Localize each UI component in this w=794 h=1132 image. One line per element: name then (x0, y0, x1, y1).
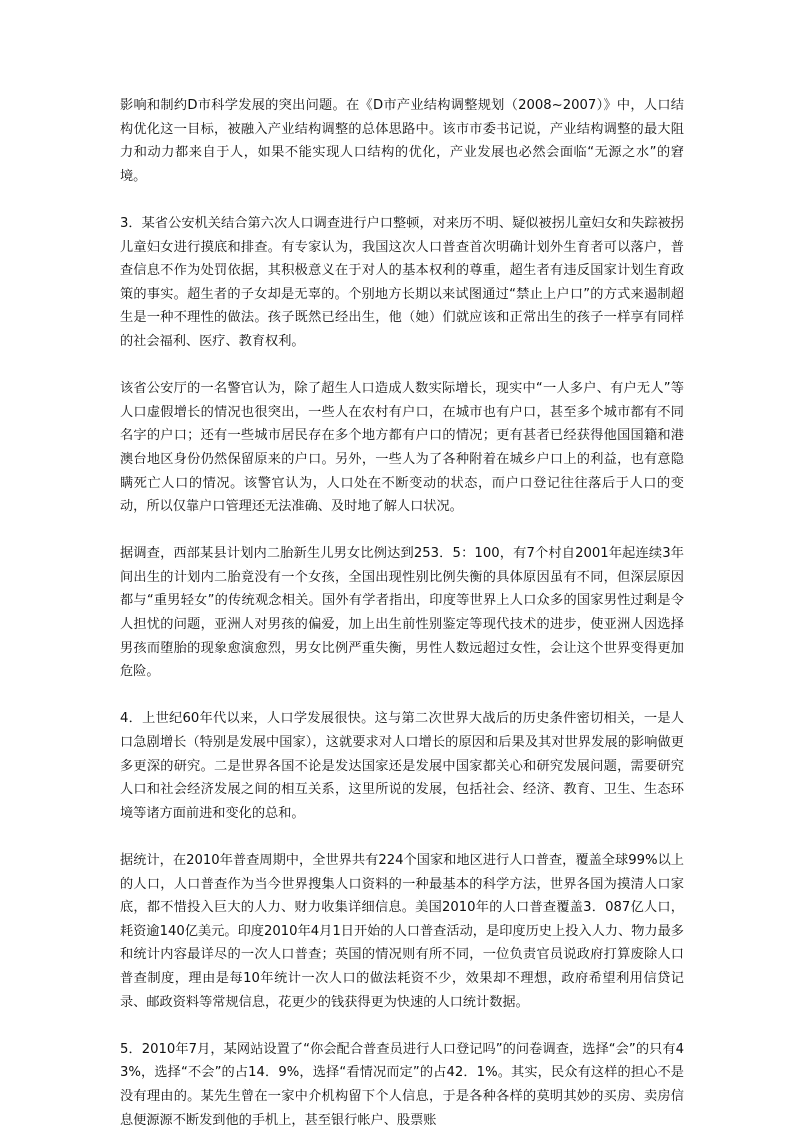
paragraph-5: 4．上世纪60年代以来，人口学发展很快。这与第二次世界大战后的历史条件密切相关，一是人口急剧增长（特别是发展中国家），这就要求对人口增长的原因和后果及其对世界发展的影响做更多更深的研究。二是世界各国不论是发达国家还是发展中国家都关心和研究发展问题，需要研究人口和社会经济发展之间的相互关系，这里所说的发展，包括社会、经济、教育、卫生、生态环境等诸方面前进和变化的总和。 (120, 711, 684, 821)
paragraph-2: 3．某省公安机关结合第六次人口调查进行户口整顿，对来历不明、疑似被拐儿童妇女和失踪被拐儿童妇女进行摸底和排查。有专家认为，我国这次人口普查首次明确计划外生育者可以落户，普查信息不作为处罚依据，其积极意义在于对人的基本权利的尊重，超生者有违反国家计划生育政策的事实。超生者的子女却是无辜的。个别地方长期以来试图通过“禁止上户口”的方式来遏制超生是一种不理性的做法。孩子既然已经出生，他（她）们就应该和正常出生的孩子一样享有同样的社会福利、医疗、教育权利。 (120, 215, 684, 349)
paragraph-6: 据统计，在2010年普查周期中，全世界共有224个国家和地区进行人口普查，覆盖全球99%以上的人口，人口普查作为当今世界搜集人口资料的一种最基本的科学方法，世界各国为摸清人口家底，都不惜投入巨大的人力、财力收集详细信息。美国2010年的人口普查覆盖3．087亿人口，耗资逾140亿美元。印度2010年4月1日开始的人口普查活动，是印度历史上投入人力、物力最多和统计内容最详尽的一次人口普查；英国的情况则有所不同，一位负责官员说政府打算废除人口普查制度，理由是每10年统计一次人口的做法耗资不少，效果却不理想，政府希望利用信贷记录、邮政资料等常规信息，花更少的钱获得更为快速的人口统计数据。 (120, 853, 684, 1010)
paragraph-1: 影响和制约D市科学发展的突出问题。在《D市产业结构调整规划（2008~2007）》中，人口结构优化这一目标，被融入产业结构调整的总体思路中。该市市委书记说，产业结构调整的最大阻力和动力都来自于人，如果不能实现人口结构的优化，产业发展也必然会面临“无源之水”的窘境。 (120, 98, 684, 184)
paragraph-4: 据调查，西部某县计划内二胎新生儿男女比例达到253．5：100，有7个村自2001年起连续3年间出生的计划内二胎竟没有一个女孩，全国出现性别比例失衡的具体原因虽有不同，但深层原因都与“重男轻女”的传统观念相关。国外有学者指出，印度等世界上人口众多的国家男性过剩是令人担忧的问题，亚洲人对男孩的偏爱，加上出生前性别鉴定等现代技术的进步，使亚洲人因选择男孩而堕胎的现象愈演愈烈，男女比例严重失衡，男性人数远超过女性，会让这个世界变得更加危险。 (120, 546, 684, 680)
paragraph-7: 5．2010年7月，某网站设置了“你会配合普查员进行人口登记吗”的问卷调查，选择“会”的只有43%，选择“不会”的占14．9%，选择“看情况而定”的占42．1%。其实，民众有这样的担心不是没有理由的。某先生曾在一家中介机构留下个人信息，于是各种各样的莫明其妙的买房、卖房信息便源源不断发到他的手机上，甚至银行帐户、股票账 (120, 1041, 684, 1128)
paragraph-3: 该省公安厅的一名警官认为，除了超生人口造成人数实际增长，现实中“一人多户、有户无人”等人口虚假增长的情况也很突出，一些人在农村有户口，在城市也有户口，甚至多个城市都有不同名字的户口；还有一些城市居民存在多个地方都有户口的情况；更有甚者已经获得他国国籍和港澳台地区身份仍然保留原来的户口。另外，一些人为了各种附着在城乡户口上的利益，也有意隐瞒死亡人口的情况。该警官认为，人口处在不断变动的状态，而户口登记往往落后于人口的变动，所以仅靠户口管理还无法准确、及时地了解人口状况。 (120, 381, 684, 515)
